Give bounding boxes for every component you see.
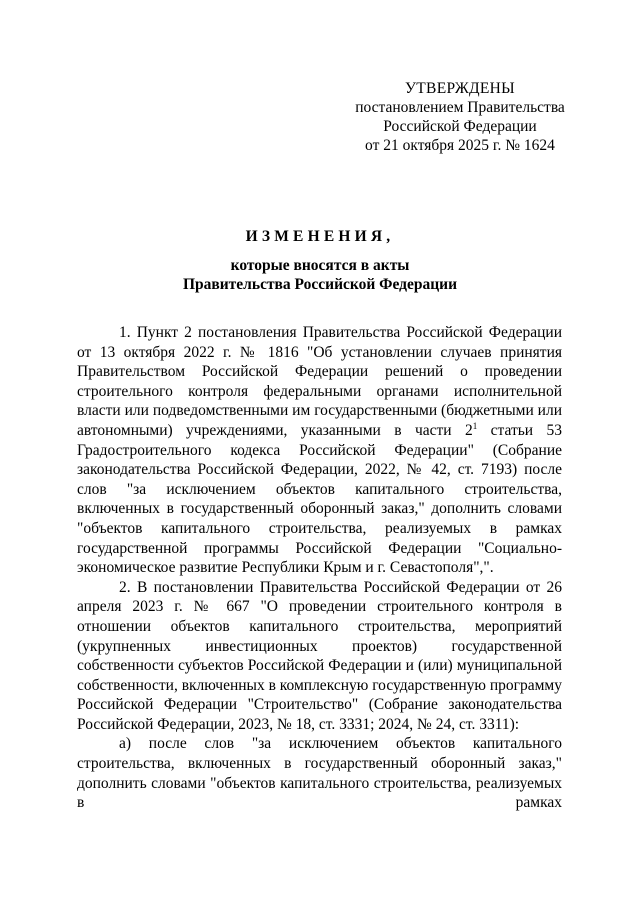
paragraph-1 xyxy=(77,323,562,578)
title-subtitle-line2: Правительства Российской Федерации xyxy=(182,276,458,293)
document-body xyxy=(77,323,562,813)
paragraph-3: а) после слов "за исключением объектов капитального строительства, включенных в государственный оборонный заказ," дополнить словами "объектов капитального строительства, реализуемых в рамках xyxy=(77,735,562,812)
approval-stamp xyxy=(340,79,580,155)
title-main: ИЗМЕНЕНИЯ, xyxy=(245,228,395,245)
document-title xyxy=(60,226,580,294)
paragraph-2: 2. В постановлении Правительства Российской Федерации от 26 апреля 2023 г. № 667 "О проведении строительного контроля в отношении объектов капитального строительства, мероприятий (укрупненных инвестиционных проектов) государственной собственности субъектов Российской Федерации и (или) муниципальной собственности, включенных в комплексную государственную программу Российской Федерации "Строительство" (Собрание законодательства Российской Федерации, 2023, № 18, ст. 3331; 2024, № 24, ст. 3311): xyxy=(77,578,562,733)
paragraph-1-text-b: статьи 53 Градостроительного кодекса Российской Федерации" (Собрание законодательства Российской Федерации, 2022, № 42, ст. 7193) после слов "за исключением объектов капитального строительства, включенных в государственный оборонный заказ," дополнить словами "объектов капитального строительства, реализуемых в рамках государственной программы Российской Федерации "Социально-экономическое развитие Республики Крым и г. Севастополя",". xyxy=(77,421,562,577)
approval-line-government: Российской Федерации xyxy=(383,118,537,135)
approval-heading: УТВЕРЖДЕНЫ xyxy=(405,80,515,97)
paragraph-1-text-a: 1. Пункт 2 постановления Правительства Российской Федерации от 13 октября 2022 г. № 1816 "Об установлении случаев принятия Правительством Российской Федерации решений о проведении строительного контроля федеральными органами исполнительной власти или подведомственными им государственными (бюджетными или автономными) учреждениями, указанными в части 2 xyxy=(77,324,562,439)
approval-line-decree: постановлением Правительства xyxy=(355,99,565,116)
approval-line-date: от 21 октября 2025 г. № 1624 xyxy=(365,137,555,154)
title-subtitle-line1: которые вносятся в акты xyxy=(230,257,410,274)
paragraph-1-superscript: 1 xyxy=(472,420,478,431)
